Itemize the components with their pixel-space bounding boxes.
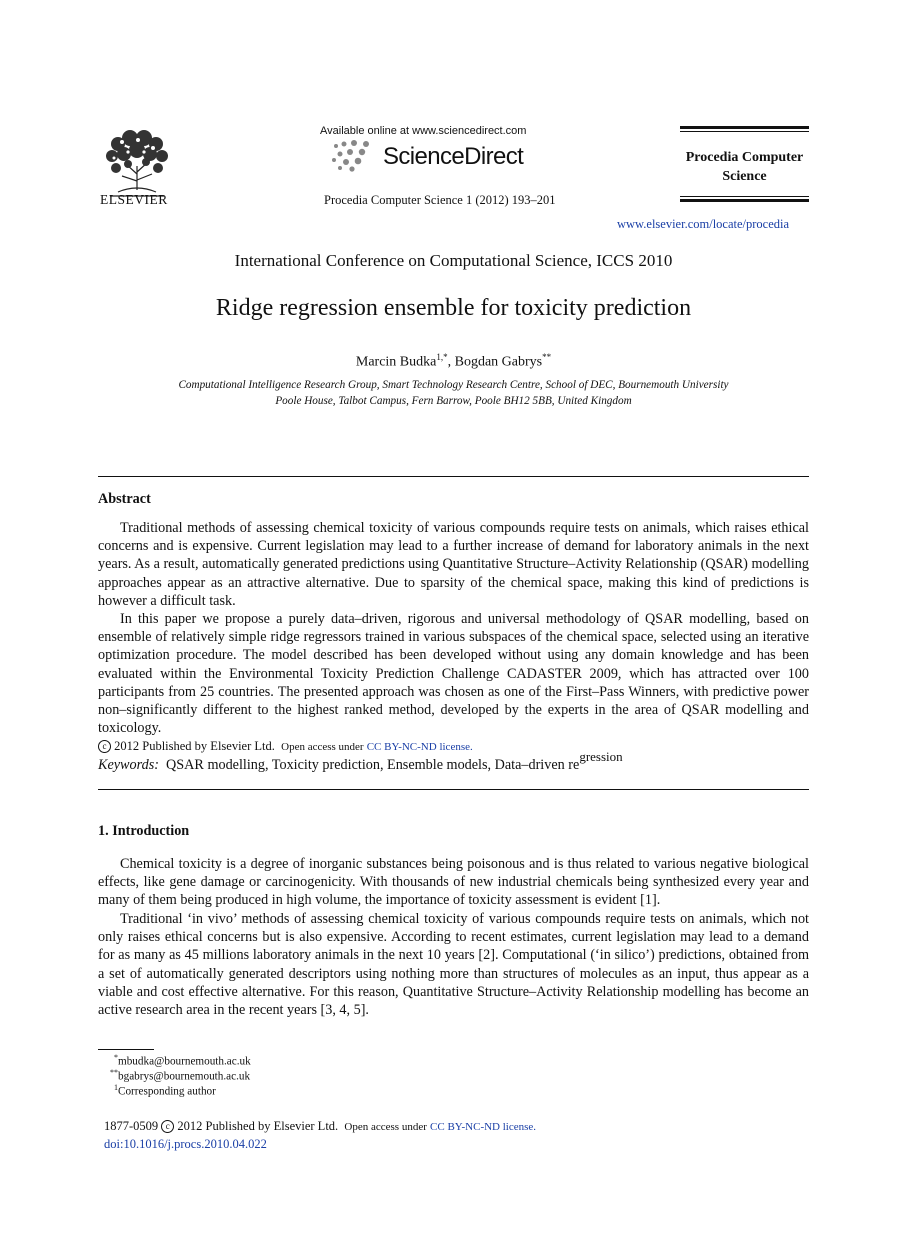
journal-citation: Procedia Computer Science 1 (2012) 193–201 [324,193,556,207]
footnote-1 [114,1053,251,1068]
copyright-text: 2012 Published by Elsevier Ltd. [114,739,275,753]
journal-box-top-rule [680,126,809,129]
footnote-1-mark: * [114,1053,118,1062]
author-1: Marcin Budka [355,354,437,370]
footnote-2-mark: ** [110,1068,118,1077]
affiliation-line2: Poole House, Talbot Campus, Fern Barrow, Poole BH12 5BB, United Kingdom [275,395,632,407]
journal-box-bottom-rule [680,199,809,202]
author-2-mark: ** [542,352,552,362]
footer-open-access-text: Open access under [344,1121,427,1133]
abstract-paragraph-1: Traditional methods of assessing chemical toxicity of various compounds require tests on animals, which raises ethical concerns and is expensive. Current legislation may lead to a further increase of demand for laboratory animals in the next years. As a result, automatically generated predictions using Quantitative Structure–Activity Relationship (QSAR) modelling approaches appear as an attractive alternative. Due to sparsity of the chemical space, making this kind of predictions is however a difficult task. [98,520,809,609]
abstract-bottom-rule [98,789,809,790]
author-list [0,352,907,371]
footnote-3-mark: 1 [114,1083,118,1092]
introduction-paragraph-2: Traditional ‘in vivo’ methods of assessing chemical toxicity of various compounds require tests on animals, which not only raises ethical concerns but is also expensive. According to recent estimates, current legislation may lead to a demand for as many as 45 millions laboratory animals in the next 10 years [2]. Computational (‘in silico’) predictions, obtained from a set of automatically generated descriptors using nothing more than structures of molecules as an input, thus appear as a viable and cost effective alternative. For this reason, Quantitative Structure–Activity Relationship modelling has become an active research area in the recent years [3, 4, 5]. [98,911,809,1019]
footer-license-link[interactable]: CC BY-NC-ND license. [430,1121,537,1133]
journal-name [680,148,809,186]
license-link[interactable]: CC BY-NC-ND license. [366,741,473,753]
paper-title: Ridge regression ensemble for toxicity prediction [215,295,692,321]
journal-url-link[interactable]: www.elsevier.com/locate/procedia [617,217,790,231]
copyright-symbol-icon: c [98,740,111,753]
keywords-text: QSAR modelling, Toxicity prediction, Ensemble models, Data–driven re [166,757,580,773]
abstract-top-rule [98,476,809,477]
introduction-heading: 1. Introduction [98,823,190,839]
abstract-copyright [98,739,473,754]
affiliation [0,377,907,409]
footer-copyright-symbol-icon: c [161,1120,174,1133]
introduction-paragraph-1: Chemical toxicity is a degree of inorganic substances being poisonous and is thus related to various negative biological effects, like gene damage or carcinogenicity. With thousands of new industrial chemicals being synthesized every year and many of them being produced in high volume, the importance of toxicity assessment is evident [1]. [98,856,809,909]
footnote-3-text: Corresponding author [118,1085,216,1098]
footnote-2-text: bgabrys@bournemouth.ac.uk [118,1070,251,1083]
keywords-tail: gression [579,749,623,764]
sciencedirect-dots-icon [330,140,380,172]
journal-name-line2: Science [722,169,767,184]
footnote-rule [98,1049,154,1050]
abstract-heading: Abstract [98,491,151,507]
author-separator: , [447,354,455,370]
author-1-mark: 1,* [436,352,448,362]
available-online-text: Available online at www.sciencedirect.com [320,125,527,137]
author-2: Bogdan Gabrys [454,354,543,370]
abstract-paragraph-2: In this paper we propose a purely data–driven, rigorous and universal methodology of QSAR modelling, based on ensemble of relatively simple ridge regressors trained in various subspaces of the chemical space, selected using an iterative optimization procedure. The model described has been developed without using any domain knowledge and has been evaluated within the Environmental Toxicity Prediction Challenge CADASTER 2009, which has attracted over 100 participants from 25 countries. The presented approach was chosen as one of the First–Pass Winners, with predictive power non–significantly different to the highest ranked method, developed by the experts in the area of QSAR modelling and toxicology. [98,611,809,737]
doi-link[interactable]: doi:10.1016/j.procs.2010.04.022 [104,1137,267,1151]
affiliation-line1: Computational Intelligence Research Group, Smart Technology Research Centre, School of DEC, Bournemouth University [178,379,729,391]
footer-copyright [104,1119,536,1134]
elsevier-wordmark: ELSEVIER [100,192,168,207]
footer-copyright-text: 2012 Published by Elsevier Ltd. [177,1119,339,1133]
keywords-label: Keywords: [98,757,159,773]
sciencedirect-wordmark: ScienceDirect [383,143,524,170]
footnote-3 [114,1083,216,1098]
issn: 1877-0509 [104,1119,159,1133]
journal-box-top-rule-thin [680,131,809,132]
journal-box-bottom-rule-thin [680,196,809,197]
conference-name: International Conference on Computational Science, ICCS 2010 [234,251,673,270]
journal-name-line1: Procedia Computer [685,150,804,165]
keywords [98,749,623,774]
open-access-text: Open access under [281,741,364,753]
footnote-1-text: mbudka@bournemouth.ac.uk [118,1055,251,1068]
footnote-2 [110,1068,250,1083]
